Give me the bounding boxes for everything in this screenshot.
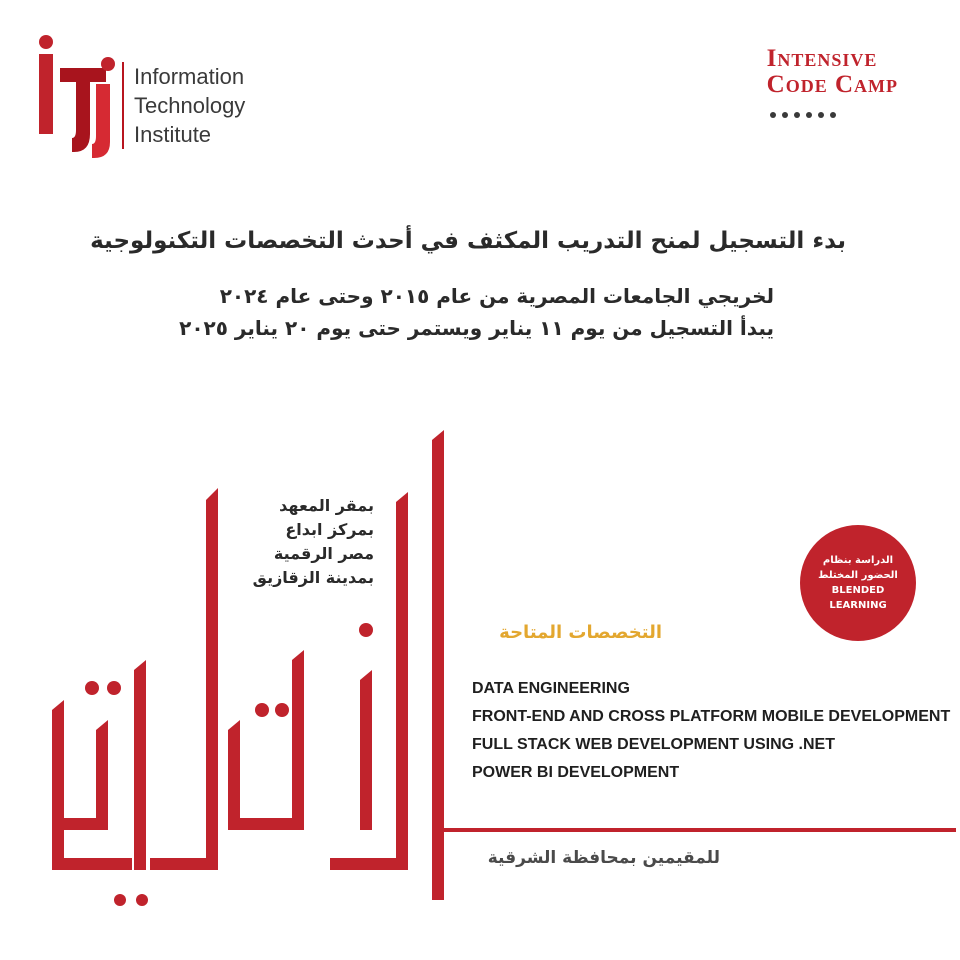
badge-text-en-2: LEARNING [829, 600, 887, 611]
track-item: DATA ENGINEERING [472, 680, 630, 697]
badge-text-ar-2: الحضور المختلط [818, 570, 898, 581]
location-line: بمدينة الزقازيق [252, 568, 374, 587]
institute-name-line: Technology [134, 93, 246, 118]
track-item: FRONT-END AND CROSS PLATFORM MOBILE DEVELOPMENT [472, 708, 951, 725]
blended-learning-badge [800, 525, 916, 641]
location-info [224, 494, 374, 590]
code-camp-line-2: Code Camp [766, 71, 898, 98]
dots-decoration [770, 112, 836, 118]
divider-line [444, 828, 956, 832]
location-line: بمركز ابداع [285, 520, 374, 539]
location-line: بمقر المعهد [279, 496, 374, 515]
badge-text-en-1: BLENDED [831, 585, 885, 596]
code-camp-line-1: Intensive [766, 45, 878, 72]
tracks-list [472, 678, 950, 790]
institute-name-line: Institute [134, 122, 212, 147]
track-item: FULL STACK WEB DEVELOPMENT USING .NET [472, 736, 835, 753]
headline: بدء التسجيل لمنح التدريب المكثف في أحدث التخصصات التكنولوجية [90, 228, 846, 254]
track-item: POWER BI DEVELOPMENT [472, 764, 680, 781]
graduates-years: لخريجي الجامعات المصرية من عام ٢٠١٥ وحتى عام ٢٠٢٤ [219, 284, 774, 308]
location-line: مصر الرقمية [273, 544, 374, 563]
residents-note: للمقيمين بمحافظة الشرقية [487, 848, 720, 868]
available-tracks-title: التخصصات المتاحة [499, 622, 662, 643]
institute-name-line: Information [134, 64, 245, 89]
code-camp-title [767, 46, 898, 98]
institute-name [122, 62, 304, 149]
registration-dates: يبدأ التسجيل من يوم ١١ يناير ويستمر حتى يوم ٢٠ يناير ٢٠٢٥ [179, 316, 774, 340]
badge-text-ar-1: الدراسة بنظام [822, 555, 894, 566]
iti-logo-icon [36, 34, 118, 160]
